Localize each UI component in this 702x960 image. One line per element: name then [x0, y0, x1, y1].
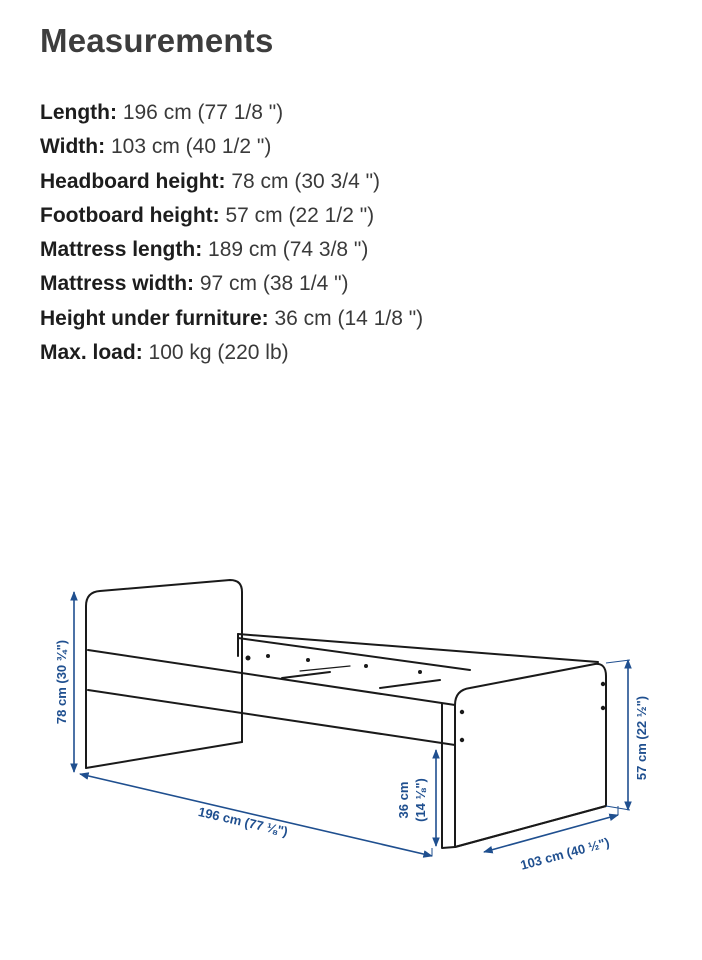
spec-headboard-height [40, 165, 423, 199]
length-label: 196 cm (77 ⅛") [196, 804, 290, 840]
spec-value: 189 cm (74 3/8 ") [202, 238, 369, 262]
spec-label: Height under furniture: [40, 306, 269, 330]
screw-holes [246, 654, 606, 742]
under-furniture-cm-label: 36 cm [396, 781, 411, 819]
spec-label: Max. load: [40, 341, 143, 365]
spec-mattress-length [40, 233, 423, 267]
footboard-inner [442, 704, 455, 848]
spec-value: 57 cm (22 1/2 ") [219, 203, 375, 227]
spec-label: Headboard height: [40, 169, 226, 193]
spec-max-load [40, 336, 423, 370]
headboard-foot [86, 742, 242, 768]
spec-value: 78 cm (30 3/4 ") [225, 169, 381, 193]
spec-width [40, 130, 423, 164]
length-line [80, 774, 432, 856]
spec-value: 103 cm (40 1/2 ") [105, 135, 272, 159]
bed-frame-drawing [86, 580, 606, 848]
side-rail-front-bottom [88, 690, 455, 745]
spec-mattress-width [40, 267, 423, 301]
spec-label: Mattress length: [40, 238, 203, 262]
spec-label: Footboard height: [40, 203, 220, 227]
footboard-height-label: 57 cm (22 ½") [634, 695, 649, 781]
spec-value: 196 cm (77 1/8 ") [116, 101, 284, 124]
side-rail-front [88, 650, 455, 705]
spec-value: 100 kg (220 lb) [142, 341, 289, 365]
width-label: 103 cm (40 ½") [518, 834, 611, 873]
footboard [455, 664, 606, 847]
spec-label: Width: [40, 135, 106, 159]
page-title: Measurements [40, 22, 274, 59]
slat-2 [380, 680, 440, 688]
spec-value: 36 cm (14 1/8 ") [268, 306, 424, 330]
slat-1 [282, 672, 330, 678]
spec-label: Mattress width: [40, 272, 195, 296]
headboard [86, 580, 242, 768]
slat-3 [300, 666, 350, 671]
spec-value: 97 cm (38 1/4 ") [194, 272, 349, 296]
bed-dimension-diagram [0, 560, 702, 880]
spec-length [40, 96, 423, 130]
spec-height-under-furniture [40, 302, 423, 336]
headboard-height-label: 78 cm (30 ¾") [54, 639, 69, 725]
side-rail-back-upper [238, 634, 598, 662]
spec-label: Length: [40, 101, 117, 124]
measurements-list [40, 96, 423, 370]
dimension-lines [74, 592, 630, 856]
under-furniture-in-label: (14 ⅛") [413, 778, 428, 822]
spec-footboard-height [40, 199, 423, 233]
